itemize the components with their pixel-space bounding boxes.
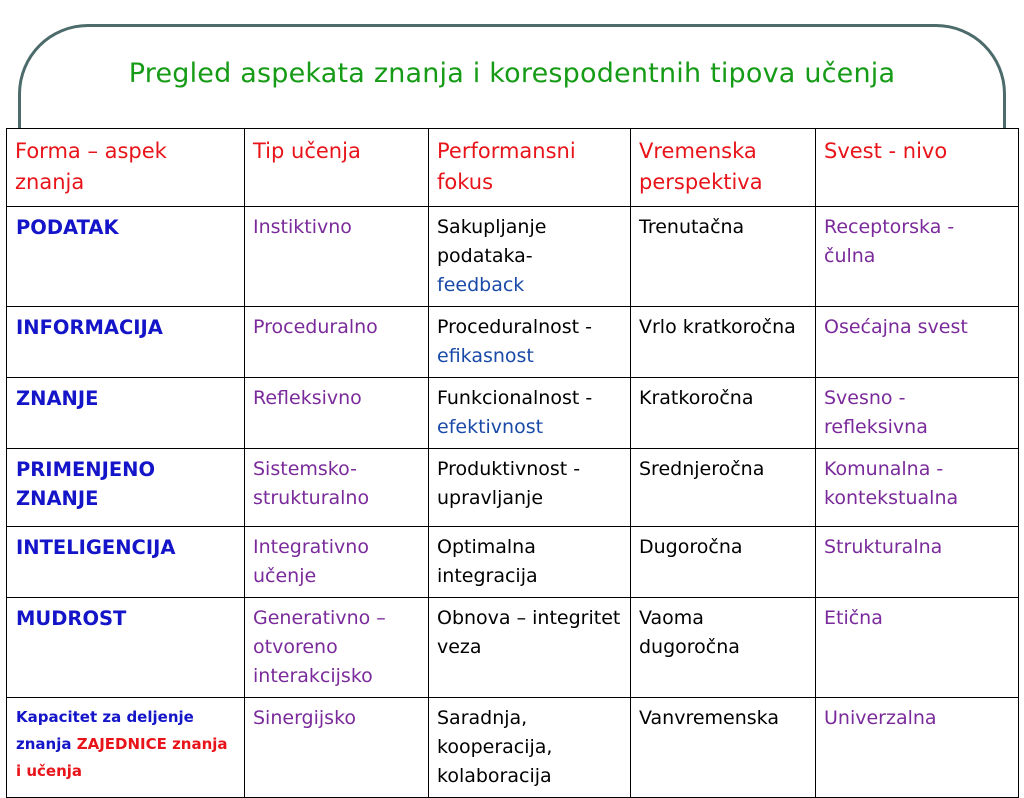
cell-perf-highlight: feedback xyxy=(437,274,525,296)
cell-perf-text: Funkcionalnost - xyxy=(437,387,593,409)
cell-perf-text: Proceduralnost - xyxy=(437,316,593,338)
cell-form: PRIMENJENO ZNANJE xyxy=(7,449,245,527)
cell-form: ZNANJE xyxy=(7,378,245,449)
knowledge-aspects-table xyxy=(6,128,1019,798)
table-row xyxy=(7,698,1019,798)
cell-tip: Integrativno učenje xyxy=(245,527,429,598)
cell-svest: Komunalna - kontekstualna xyxy=(816,449,1019,527)
cell-vreme: Kratkoročna xyxy=(631,378,816,449)
cell-tip: Sinergijsko xyxy=(245,698,429,798)
cell-perf xyxy=(429,207,631,307)
header-forma: Forma – aspek znanja xyxy=(7,129,245,207)
cell-vreme: Vrlo kratkoročna xyxy=(631,307,816,378)
cell-svest: Univerzalna xyxy=(816,698,1019,798)
cell-perf: Obnova – integritet veza xyxy=(429,598,631,698)
cell-perf-text: Sakupljanje podataka- xyxy=(437,216,547,267)
header-tip: Tip učenja xyxy=(245,129,429,207)
cell-perf xyxy=(429,378,631,449)
cell-tip: Sistemsko-strukturalno xyxy=(245,449,429,527)
cell-tip: Proceduralno xyxy=(245,307,429,378)
cell-perf: Produktivnost - upravljanje xyxy=(429,449,631,527)
cell-tip: Refleksivno xyxy=(245,378,429,449)
header-performansni: Performansni fokus xyxy=(429,129,631,207)
slide-title: Pregled aspekata znanja i korespodentnih tipova učenja xyxy=(128,58,896,89)
table-row xyxy=(7,378,1019,449)
table-header-row xyxy=(7,129,1019,207)
cell-form-highlight: ZAJEDNICE xyxy=(76,735,167,753)
header-vremenska: Vremenska perspektiva xyxy=(631,129,816,207)
cell-svest: Strukturalna xyxy=(816,527,1019,598)
cell-perf: Optimalna integracija xyxy=(429,527,631,598)
cell-perf: Saradnja, kooperacija, kolaboracija xyxy=(429,698,631,798)
table-row xyxy=(7,449,1019,527)
table-row xyxy=(7,307,1019,378)
table-row xyxy=(7,527,1019,598)
cell-vreme: Vanvremenska xyxy=(631,698,816,798)
cell-form: INFORMACIJA xyxy=(7,307,245,378)
cell-perf xyxy=(429,307,631,378)
cell-tip: Generativno – otvoreno interakcijsko xyxy=(245,598,429,698)
cell-vreme: Vaoma dugoročna xyxy=(631,598,816,698)
cell-form-text: Kapacitet za deljenje znanja xyxy=(16,708,194,753)
cell-form: MUDROST xyxy=(7,598,245,698)
cell-perf-highlight: efektivnost xyxy=(437,416,544,438)
cell-vreme: Dugoročna xyxy=(631,527,816,598)
cell-svest: Svesno - refleksivna xyxy=(816,378,1019,449)
header-svest: Svest - nivo xyxy=(816,129,1019,207)
cell-form: PODATAK xyxy=(7,207,245,307)
cell-perf-highlight: efikasnost xyxy=(437,345,534,367)
cell-svest: Osećajna svest xyxy=(816,307,1019,378)
cell-vreme: Trenutačna xyxy=(631,207,816,307)
cell-svest: Etična xyxy=(816,598,1019,698)
cell-vreme: Srednjeročna xyxy=(631,449,816,527)
cell-form xyxy=(7,698,245,798)
cell-form: INTELIGENCIJA xyxy=(7,527,245,598)
cell-form-text-end: znanja i učenja xyxy=(16,735,228,780)
cell-svest: Receptorska - čulna xyxy=(816,207,1019,307)
table-row xyxy=(7,598,1019,698)
table-row xyxy=(7,207,1019,307)
cell-tip: Instiktivno xyxy=(245,207,429,307)
